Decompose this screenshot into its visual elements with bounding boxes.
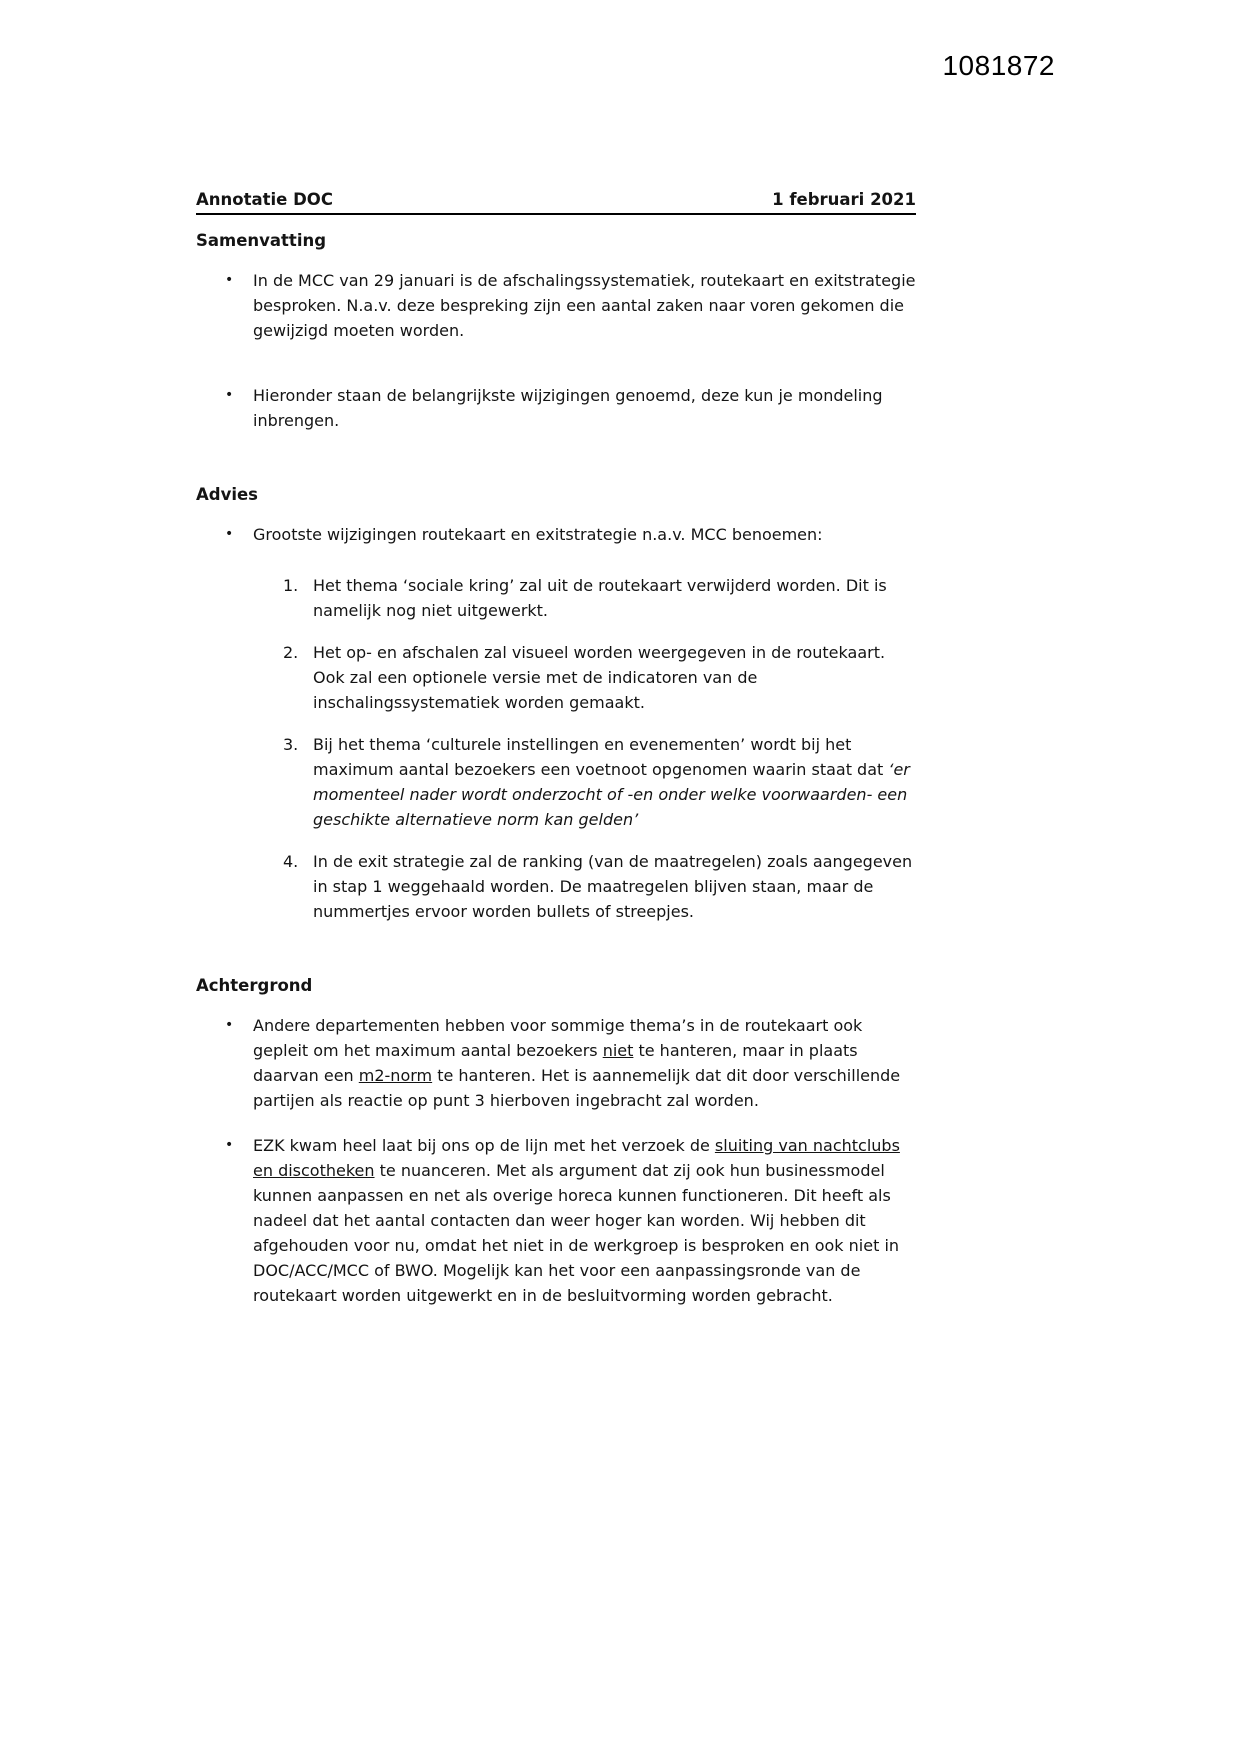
item-text <box>253 268 916 343</box>
number-marker: 4. <box>283 852 299 871</box>
text-segment: Bij het thema ‘culturele instellingen en evenementen’ wordt bij het maximum aantal bezoekers een voetnoot opgenomen waarin staat dat <box>313 735 889 779</box>
text-segment: niet <box>602 1041 634 1060</box>
text-segment: Het op- en afschalen zal visueel worden weergegeven in de routekaart. Ook zal een optionele versie met de indicatoren van de inschalingssystematiek worden gemaakt. <box>313 643 886 712</box>
bullet-item <box>196 268 916 343</box>
number-marker: 2. <box>283 643 299 662</box>
document-section <box>196 231 916 433</box>
document-content <box>196 190 916 1328</box>
bullet-item <box>196 1013 916 1113</box>
bullet-marker: • <box>225 1137 234 1153</box>
text-segment: Andere departementen hebben voor sommige thema’s in de routekaart ook gepleit om het maximum aantal bezoekers <box>253 1016 863 1060</box>
document-section <box>196 976 916 1308</box>
text-segment: te hanteren. Het is aannemelijk dat dit door verschillende partijen als reactie op punt 3 hierboven ingebracht zal worden. <box>253 1066 901 1110</box>
text-segment: In de MCC van 29 januari is de afschalingssystematiek, routekaart en exitstrategie besproken. N.a.v. deze bespreking zijn een aantal zaken naar voren gekomen die gewijzigd moeten worden. <box>253 271 916 340</box>
numbered-item <box>283 849 916 924</box>
bullet-marker: • <box>225 1017 234 1033</box>
item-text <box>313 640 916 715</box>
item-text <box>253 522 916 547</box>
section-heading: Achtergrond <box>196 976 313 995</box>
item-text <box>313 573 916 623</box>
number-marker: 3. <box>283 735 299 754</box>
text-segment: Hieronder staan de belangrijkste wijzigingen genoemd, deze kun je mondeling inbrengen. <box>253 386 883 430</box>
document-sections <box>196 231 916 1308</box>
bullet-item <box>196 522 916 547</box>
text-segment: In de exit strategie zal de ranking (van de maatregelen) zoals aangegeven in stap 1 weggehaald worden. De maatregelen blijven staan, maar de nummertjes ervoor worden bullets of streepjes. <box>313 852 913 921</box>
document-header <box>196 190 916 215</box>
bullet-item <box>196 1133 916 1308</box>
number-marker: 1. <box>283 576 299 595</box>
bullet-marker: • <box>225 387 234 403</box>
numbered-item <box>283 573 916 623</box>
text-segment: te hanteren, maar in plaats daarvan een <box>253 1041 858 1085</box>
text-segment: Grootste wijzigingen routekaart en exitstrategie n.a.v. MCC benoemen: <box>253 525 823 544</box>
section-heading: Advies <box>196 485 259 504</box>
item-text <box>253 383 916 433</box>
item-text <box>253 1133 916 1308</box>
text-segment: ‘er momenteel nader wordt onderzocht of -en onder welke voorwaarden- een geschikte alternatieve norm kan gelden’ <box>313 760 910 829</box>
document-section <box>196 485 916 924</box>
text-segment: sluiting van nachtclubs en discotheken <box>253 1136 900 1180</box>
bullet-marker: • <box>225 526 234 542</box>
text-segment: Het thema ‘sociale kring’ zal uit de routekaart verwijderd worden. Dit is namelijk nog niet uitgewerkt. <box>313 576 887 620</box>
text-segment: m2-norm <box>358 1066 433 1085</box>
numbered-item <box>283 732 916 832</box>
document-title: Annotatie DOC <box>196 190 333 209</box>
text-segment: te nuanceren. Met als argument dat zij ook hun businessmodel kunnen aanpassen en net als overige horeca kunnen functioneren. Dit heeft als nadeel dat het aantal contacten dan weer hoger kan worden. Wij hebben dit afgehouden voor nu, omdat het niet in de werkgroep is besproken en ook niet in DOC/ACC/MCC of BWO. Mogelijk kan het voor een aanpassingsronde van de routekaart worden uitgewerkt en in de besluitvorming worden gebracht. <box>253 1161 900 1305</box>
item-text <box>313 849 916 924</box>
bullet-marker: • <box>225 272 234 288</box>
bullet-item <box>196 383 916 433</box>
item-text <box>253 1013 916 1113</box>
document-date: 1 februari 2021 <box>772 190 916 209</box>
item-text <box>313 732 916 832</box>
text-segment: EZK kwam heel laat bij ons op de lijn met het verzoek de <box>253 1136 715 1155</box>
document-reference-number: 1081872 <box>942 50 1055 81</box>
section-heading: Samenvatting <box>196 231 327 250</box>
numbered-item <box>283 640 916 715</box>
